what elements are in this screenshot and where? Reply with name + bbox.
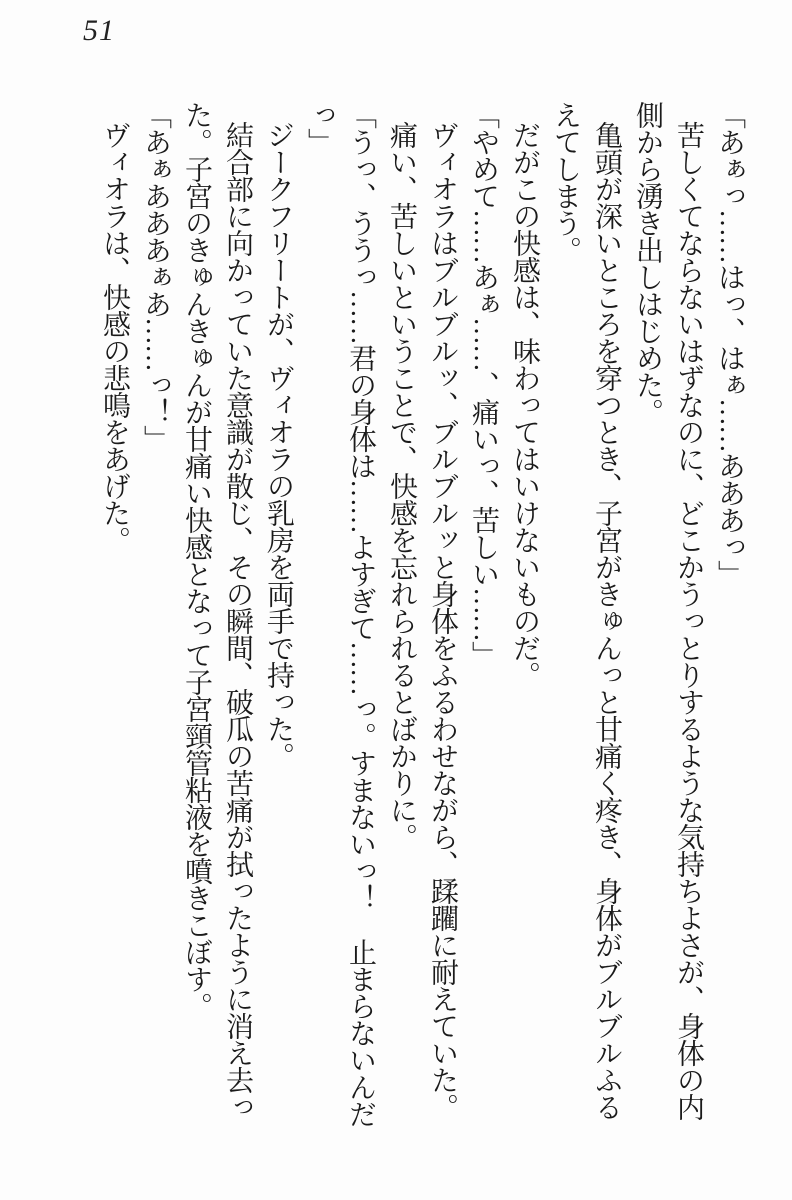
text-column: た。子宮のきゅんきゅんが甘痛い快感となって子宮頸管粘液を噴きこぼす。 xyxy=(181,101,212,1019)
text-column: ジークフリートが、ヴィオラの乳房を両手で持った。 xyxy=(263,121,294,769)
text-column: 「あぁあああぁあ……っ！」 xyxy=(140,101,171,452)
text-column: 苦しくてならないはずなのに、どこかうっとりするような気持ちよさが、身体の内 xyxy=(673,121,704,1120)
text-column: 結合部に向かっていた意識が散じ、その瞬間、破瓜の苦痛が拭ったように消え去っ xyxy=(222,121,253,1120)
text-column: ヴィオラはブルブルッ、ブルブルッと身体をふるわせながら、蹂躙に耐えていた。 xyxy=(427,121,458,1120)
text-column: っ」 xyxy=(304,101,335,155)
text-column: えてしまう。 xyxy=(550,101,581,263)
text-column: 「あぁっ……はっ、はぁ……あああっ」 xyxy=(714,101,745,587)
text-block xyxy=(94,101,750,1181)
text-column: 側から湧き出しはじめた。 xyxy=(632,101,663,425)
text-column: 痛い、苦しいということで、快感を忘れられるとばかりに。 xyxy=(386,121,417,850)
text-column: だがこの快感は、味わってはいけないものだ。 xyxy=(509,121,540,688)
text-column: 「うっ、ううっ……君の身体は……よすぎて……っ。すまないっ！ 止まらないんだ xyxy=(345,101,376,1127)
text-column: 「やめて……あぁ……、痛いっ、苦しい……」 xyxy=(468,101,499,668)
text-column: 亀頭が深いところを穿つとき、子宮がきゅんっと甘痛く疼き、身体がブルブルふる xyxy=(591,121,622,1120)
page-number: 51 xyxy=(83,14,115,47)
text-column: ヴィオラは、快感の悲鳴をあげた。 xyxy=(99,121,130,553)
